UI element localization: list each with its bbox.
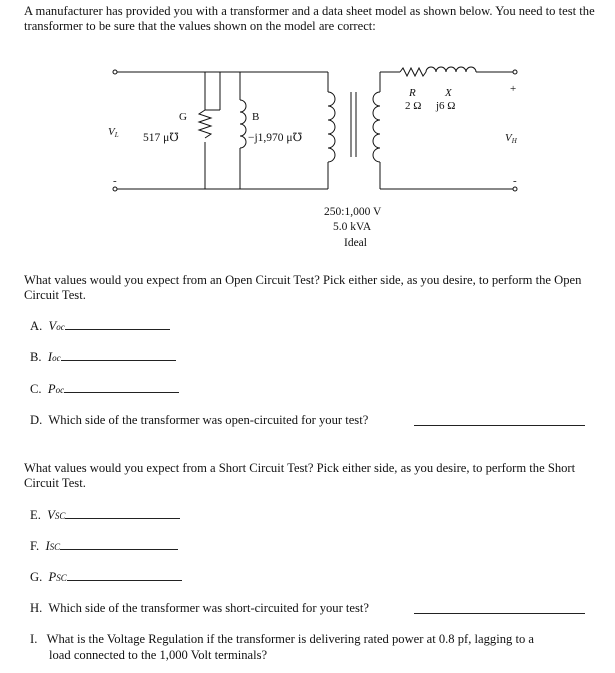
r-label: R [409, 87, 416, 99]
problem-intro: A manufacturer has provided you with a transformer and a data sheet model as shown below. You need to test the transformer to be sure that the values shown on the model are correct: [24, 4, 595, 33]
question-h: H. Which side of the transformer was short-circuited for your test? [30, 601, 370, 615]
x-label: X [445, 87, 452, 99]
question-e: E. VSC [30, 508, 180, 524]
sc-side-answer-blank[interactable] [414, 603, 585, 614]
plus-high: + [510, 83, 517, 95]
b-label: B [252, 111, 260, 123]
transformer-circuit-diagram [100, 62, 530, 257]
g-label: G [179, 111, 187, 123]
minus-low: - [113, 175, 117, 187]
r-value: 2 Ω [405, 100, 422, 112]
poc-answer-blank[interactable] [64, 382, 179, 393]
low-side-wiring [113, 70, 335, 191]
x-value: j6 Ω [436, 100, 456, 112]
vsc-answer-blank[interactable] [65, 508, 180, 519]
short-circuit-intro: What values would you expect from a Short Circuit Test? Pick either side, as you desire, to perform the Short Circuit Test. [24, 461, 576, 490]
vh-label: VH [505, 132, 517, 145]
psc-answer-blank[interactable] [67, 570, 182, 581]
ioc-answer-blank[interactable] [61, 350, 176, 361]
high-side-wiring [373, 67, 517, 191]
question-i-line2: load connected to the 1,000 Volt terminals? [49, 648, 268, 662]
question-g: G. PSC [30, 570, 182, 586]
isc-answer-blank[interactable] [60, 539, 178, 550]
ideal-label: Ideal [344, 237, 367, 249]
minus-high: - [513, 175, 517, 187]
b-value: −j1,970 μ℧ [248, 132, 303, 144]
ratio-label: 250:1,000 V [324, 206, 382, 218]
open-circuit-intro: What values would you expect from an Open Circuit Test? Pick either side, as you desire, to perform the Open Circuit Test. [24, 273, 582, 302]
g-value: 517 μ℧ [143, 132, 179, 144]
vl-label: VL [108, 126, 119, 139]
question-b: B. Ioc [30, 350, 176, 366]
voc-answer-blank[interactable] [65, 319, 170, 330]
rating-label: 5.0 kVA [333, 221, 372, 233]
question-c: C. Poc [30, 382, 179, 398]
question-i: I. What is the Voltage Regulation if the transformer is delivering rated power at 0.8 pf, lagging to a [30, 632, 534, 646]
oc-side-answer-blank[interactable] [414, 415, 585, 426]
transformer-core [351, 92, 356, 157]
question-a: A. Voc [30, 319, 170, 335]
question-f: F. ISC [30, 539, 178, 555]
question-d: D. Which side of the transformer was open-circuited for your test? [30, 413, 369, 427]
